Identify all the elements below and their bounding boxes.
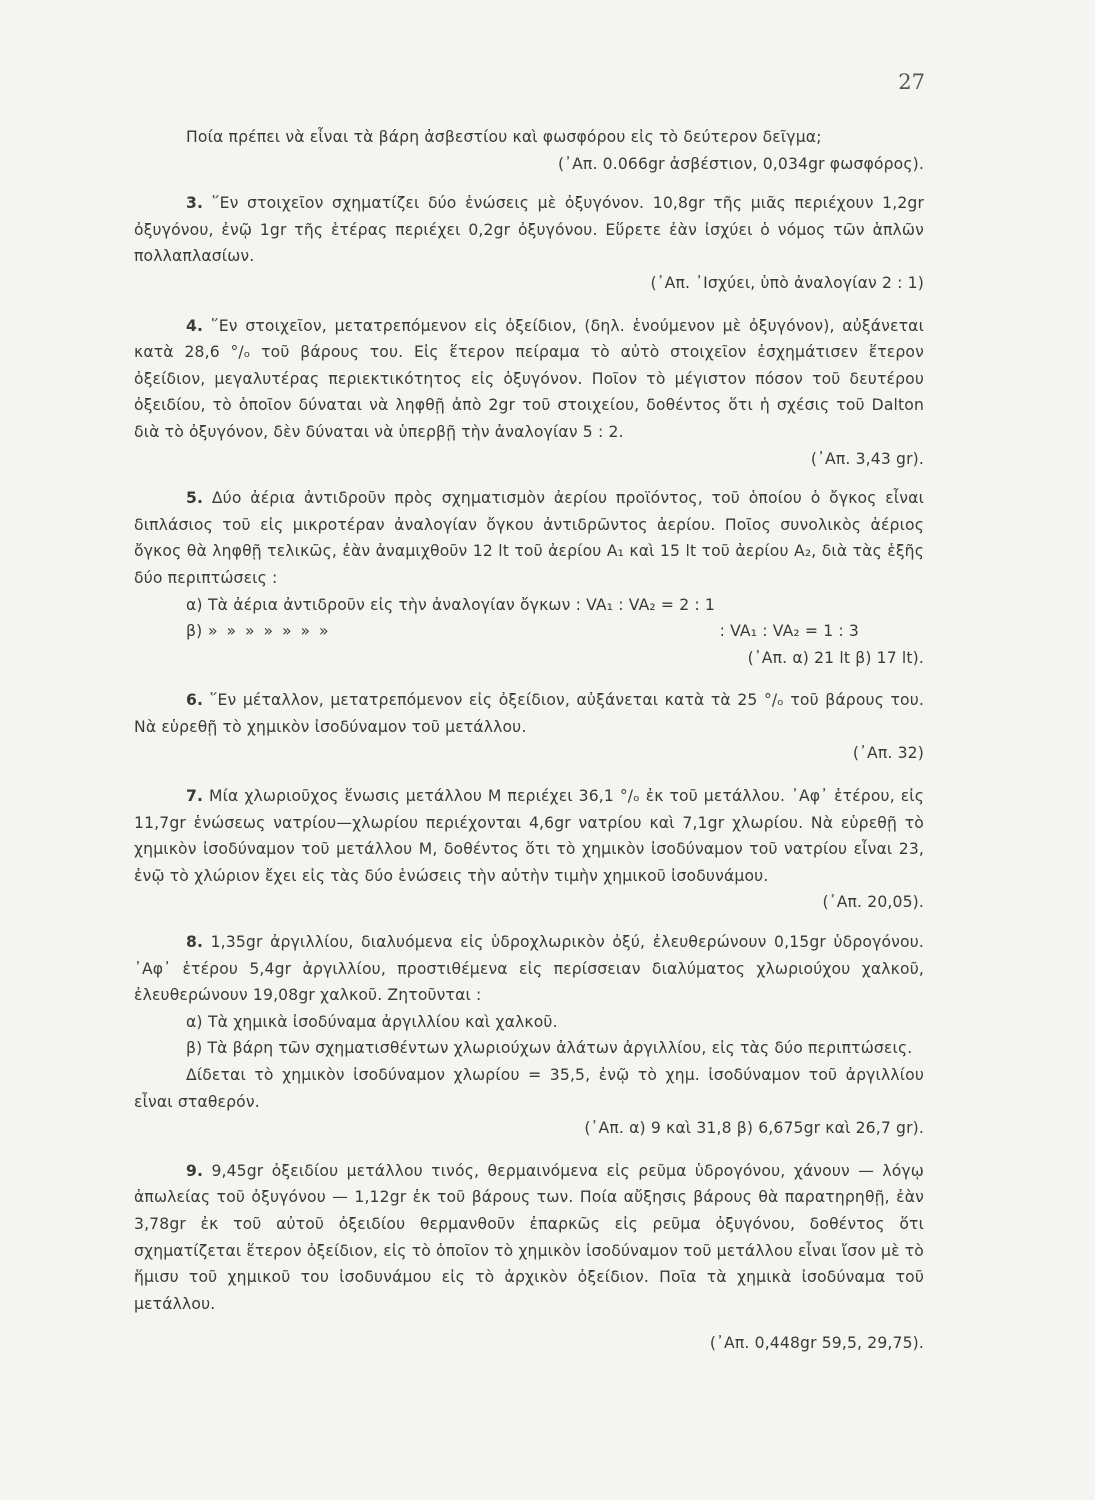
problem-6 [134,687,924,740]
page-content [134,124,924,1357]
problem-number: 4. [186,316,204,335]
page-number: 27 [898,70,925,94]
case-text: Τὰ χημικὰ ἰσοδύναμα ἀργιλλίου καὶ χαλκοῦ. [208,1012,558,1031]
problem-3-answer: (᾿Απ. ᾿Ισχύει, ὑπὸ ἀναλογίαν 2 : 1) [650,273,924,292]
intro-answer: (᾿Απ. 0.066gr ἀσβέστιον, 0,034gr φωσφόρος). [557,154,924,173]
case-label: β) [186,622,203,641]
problem-3 [134,190,924,270]
ditto-marks: » » » » » » » [208,622,331,641]
problem-number: 5. [186,489,204,508]
problem-text: ῞Εν μέταλλον, μετατρεπόμενον εἰς ὀξείδιον, αὐξάνεται κατὰ τὰ 25 °/ₒ τοῦ βάρους του. Νὰ εὑρεθῇ τὸ χημικὸν ἰσοδύναμον τοῦ μετάλλου. [134,691,924,736]
problem-8-note: Δίδεται τὸ χημικὸν ἰσοδύναμον χλωρίου = 35,5, ἐνῷ τὸ χημ. ἰσοδύναμον τοῦ ἀργιλλίου εἶναι σταθερόν. [134,1066,924,1111]
problem-4-answer: (᾿Απ. 3,43 gr). [810,449,924,468]
problem-5-answer: (᾿Απ. α) 21 lt β) 17 lt). [747,648,924,667]
problem-5-case-b [134,618,924,645]
problem-text: ῞Εν στοιχεῖον σχηματίζει δύο ἑνώσεις μὲ ὀξυγόνον. 10,8gr τῆς μιᾶς περιέχουν 1,2gr ὀξυγόνου, ἐνῷ 1gr τῆς ἑτέρας περιέχει 0,2gr ὀξυγόνου. Εὕρετε ἐὰν ἰσχύει ὁ νόμος τῶν ἁπλῶν πολλαπλασίων. [134,194,925,266]
case-text: Τὰ ἀέρια ἀντιδροῦν εἰς τὴν ἀναλογίαν ὄγκων : VA₁ : VA₂ = 2 : 1 [208,595,715,614]
problem-8 [134,929,924,1009]
problem-8-case-a [134,1009,924,1036]
problem-6-answer: (᾿Απ. 32) [852,744,924,763]
case-label: β) [186,1039,203,1058]
problem-number: 9. [186,1161,204,1180]
problem-5-case-a [134,592,924,619]
case-label: α) [186,595,203,614]
problem-7 [134,783,924,889]
problem-text: ῞Εν στοιχεῖον, μετατρεπόμενον εἰς ὀξείδιον, (δηλ. ἑνούμενον μὲ ὀξυγόνον), αὐξάνεται κατὰ 28,6 °/ₒ τοῦ βάρους του. Εἰς ἕτερον πείραμα τὸ αὐτὸ στοιχεῖον ἐσχημάτισεν ἕτερον ὀξείδιον, μεγαλυτέρας περιεκτικότητος εἰς ὀξυγόνον. Ποῖον τὸ μέγιστον πόσον τοῦ δευτέρου ὀξειδίου, τὸ ὁποῖον δύναται νὰ ληφθῇ ἀπὸ 2gr τοῦ στοιχείου, δοθέντος ὅτι ἡ σχέσις τοῦ Dalton διὰ τὸ ὀξυγόνον, δὲν δύναται νὰ ὑπερβῇ τὴν ἀναλογίαν 5 : 2. [134,316,924,441]
case-text: : VA₁ : VA₂ = 1 : 3 [719,622,859,641]
problem-text: Δύο ἀέρια ἀντιδροῦν πρὸς σχηματισμὸν ἀερίου προϊόντος, τοῦ ὁποίου ὁ ὄγκος εἶναι διπλάσιος τοῦ εἰς μικροτέραν ἀναλογίαν ὄγκου ἀντιδρῶντος ἀερίου. Ποῖος συνολικὸς ἀέριος ὄγκος θὰ ληφθῇ τελικῶς, ἐὰν ἀναμιχθοῦν 12 lt τοῦ ἀερίου A₁ καὶ 15 lt τοῦ ἀερίου A₂, διὰ τὰς ἑξῆς δύο περιπτώσεις : [134,489,925,587]
problem-number: 6. [186,691,204,710]
problem-number: 3. [186,194,204,213]
intro-question: Ποία πρέπει νὰ εἶναι τὰ βάρη ἀσβεστίου καὶ φωσφόρου εἰς τὸ δεύτερον δεῖγμα; [186,128,822,146]
problem-8-case-b [134,1035,924,1062]
problem-number: 7. [186,787,204,806]
problem-text: Μία χλωριοῦχος ἕνωσις μετάλλου Μ περιέχει 36,1 °/ₒ ἐκ τοῦ μετάλλου. ᾿Αφ᾿ ἑτέρου, εἰς 11,7gr ἑνώσεως νατρίου—χλωρίου περιέχονται 4,6gr νατρίου καὶ 7,1gr χλωρίου. Νὰ εὑρεθῇ τὸ χημικὸν ἰσοδύναμον τοῦ μετάλλου Μ, δοθέντος ὅτι τὸ χημικὸν ἰσοδύναμον τοῦ νατρίου εἶναι 23, ἐνῷ τὸ χλώριον ἔχει εἰς τὰς δύο ἑνώσεις τὴν αὐτὴν τιμὴν χημικοῦ ἰσοδυνάμου. [134,787,924,885]
problem-text: 1,35gr ἀργιλλίου, διαλυόμενα εἰς ὑδροχλωρικὸν ὀξύ, ἐλευθερώνουν 0,15gr ὑδρογόνου. ᾿Αφ᾿ ἑτέρου 5,4gr ἀργιλλίου, προστιθέμενα εἰς περίσσειαν διαλύματος χλωριούχου χαλκοῦ, ἐλευθερώνουν 19,08gr χαλκοῦ. Ζητοῦνται : [134,933,924,1005]
problem-text: 9,45gr ὀξειδίου μετάλλου τινός, θερμαινόμενα εἰς ρεῦμα ὑδρογόνου, χάνουν — λόγῳ ἀπωλείας τοῦ ὀξυγόνου — 1,12gr ἐκ τοῦ βάρους των. Ποία αὔξησις βάρους θὰ παρατηρηθῇ, ἐὰν 3,78gr ἐκ τοῦ αὐτοῦ ὀξειδίου θερμανθοῦν ἐπαρκῶς εἰς ρεῦμα ὀξυγόνου, δοθέντος ὅτι σχηματίζεται ἕτερον ὀξείδιον, εἰς τὸ ὁποῖον τὸ χημικὸν ἰσοδύναμον τοῦ μετάλλου εἶναι ἴσον μὲ τὸ ἥμισυ τοῦ χημικοῦ του ἰσοδυνάμου εἰς τὸ ἀρχικὸν ὀξείδιον. Ποῖα τὰ χημικὰ ἰσοδύναμα τοῦ μετάλλου. [134,1161,924,1313]
problem-9-answer: (᾿Απ. 0,448gr 59,5, 29,75). [709,1334,924,1353]
problem-number: 8. [186,933,204,952]
problem-7-answer: (᾿Απ. 20,05). [822,893,924,912]
problem-8-answer: (᾿Απ. α) 9 καὶ 31,8 β) 6,675gr καὶ 26,7 gr). [584,1119,924,1138]
case-label: α) [186,1012,203,1031]
problem-5 [134,485,924,591]
problem-4 [134,313,924,446]
problem-9 [134,1158,924,1318]
case-text: Τὰ βάρη τῶν σχηματισθέντων χλωριούχων ἀλάτων ἀργιλλίου, εἰς τὰς δύο περιπτώσεις. [207,1039,913,1058]
